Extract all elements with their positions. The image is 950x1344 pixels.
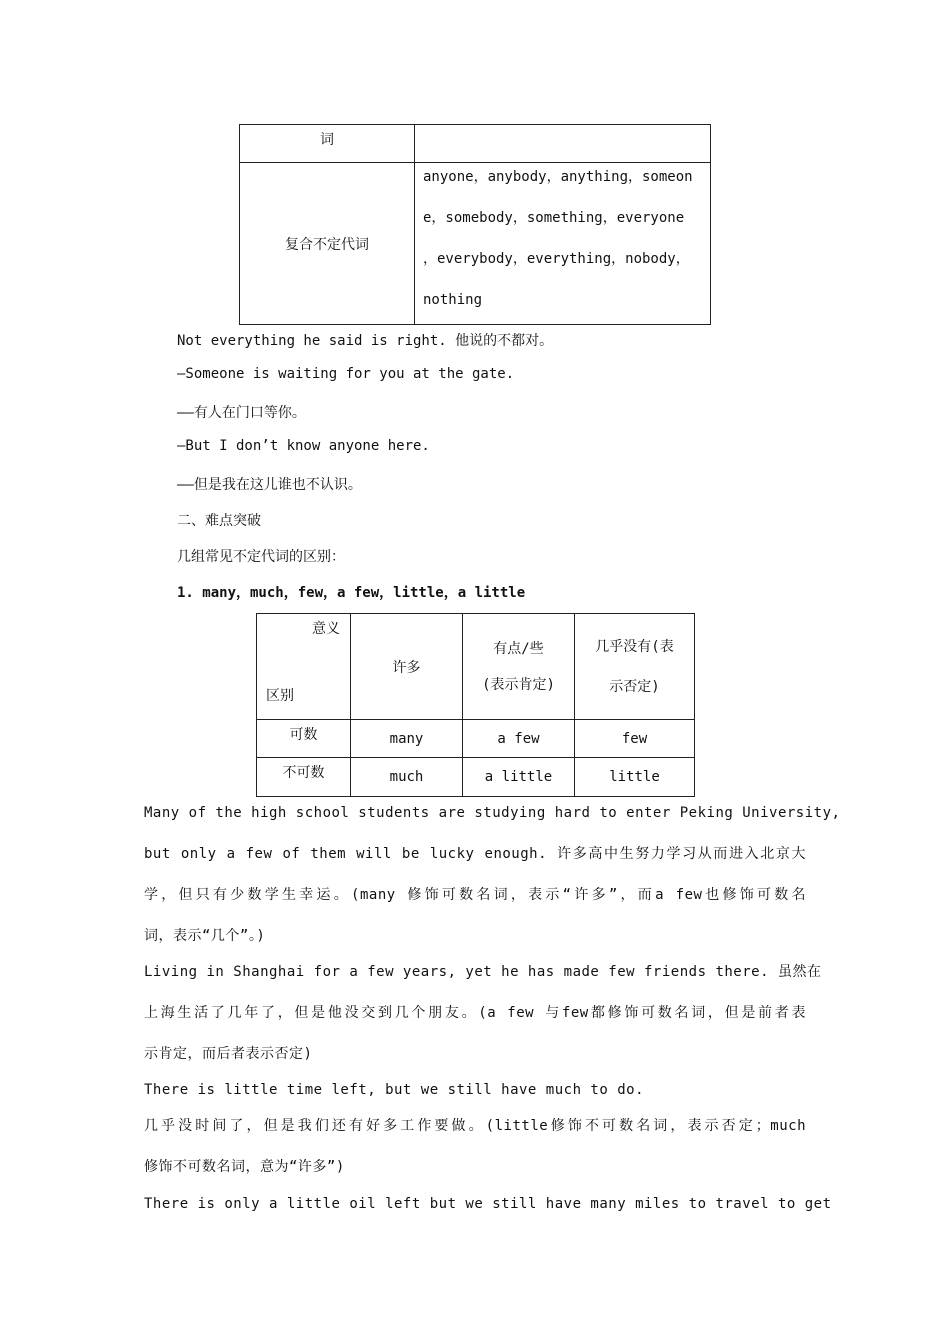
table2-header-many: 许多 <box>351 614 463 720</box>
paragraph-line: 学，但只有少数学生幸运。(many 修饰可数名词，表示“许多”，而a few也修饰可数名 <box>144 887 806 903</box>
example-paragraph <box>144 1193 832 1234</box>
paragraph-line: 词，表示“几个”。) <box>144 928 266 944</box>
section-intro: 几组常见不定代词的区别： <box>177 549 345 565</box>
table1-row1-value <box>415 163 711 325</box>
table2-header-few <box>575 614 695 720</box>
paragraph-line: 修饰不可数名词，意为“许多”) <box>144 1159 345 1175</box>
table2-cell: much <box>351 758 463 797</box>
table1-line: e，somebody，something，everyone <box>423 210 685 226</box>
example-line: —Someone is waiting for you at the gate. <box>177 366 515 382</box>
paragraph-line: There is only a little oil left but we still have many miles to travel to get <box>144 1196 832 1212</box>
paragraph-line: but only a few of them will be lucky enough. 许多高中生努力学习从而进入北京大 <box>144 846 806 862</box>
table1-line: nothing <box>423 292 483 308</box>
corner-category: 区别 <box>266 688 294 704</box>
compound-pronoun-table <box>239 124 711 325</box>
subsection-heading: 1. many，much，few，a few，little，a little <box>177 585 526 601</box>
header-line: 有点/些 <box>493 640 544 657</box>
paragraph-line: 上海生活了几年了，但是他没交到几个朋友。(a few 与few都修饰可数名词，但是前者表 <box>144 1005 806 1021</box>
header-line: (表示肯定) <box>482 676 555 693</box>
example-paragraph <box>144 802 841 961</box>
paragraph-line: 几乎没时间了，但是我们还有好多工作要做。(little修饰不可数名词，表示否定；much <box>144 1118 806 1134</box>
example-paragraph <box>144 961 822 1079</box>
paragraph-line: 示肯定，而后者表示否定) <box>144 1046 313 1062</box>
quantifier-table <box>256 613 695 797</box>
table1-line: ，everybody，everything，nobody， <box>423 251 690 267</box>
table2-cell: few <box>575 720 695 758</box>
header-line: 示否定) <box>609 678 660 695</box>
example-line: ——有人在门口等你。 <box>177 405 306 421</box>
table2-cell: a few <box>463 720 575 758</box>
example-line: ——但是我在这儿谁也不认识。 <box>177 477 362 493</box>
table2-cell: a little <box>463 758 575 797</box>
example-paragraph <box>144 1115 806 1192</box>
section-heading: 二、难点突破 <box>177 513 261 529</box>
table1-line: anyone，anybody，anything，someon <box>423 169 693 185</box>
table2-cell: many <box>351 720 463 758</box>
paragraph-line: Living in Shanghai for a few years, yet he has made few friends there. 虽然在 <box>144 964 822 980</box>
corner-meaning: 意义 <box>312 621 340 637</box>
table1-row1-label: 复合不定代词 <box>240 163 415 325</box>
example-line: Not everything he said is right. 他说的不都对。 <box>177 333 554 349</box>
paragraph-line: Many of the high school students are studying hard to enter Peking University, <box>144 805 841 821</box>
example-line: —But I don’t know anyone here. <box>177 438 430 454</box>
example-paragraph <box>144 1079 806 1115</box>
table2-corner <box>257 614 351 720</box>
table1-row0-label: 词 <box>240 125 415 163</box>
table2-row-label: 不可数 <box>257 758 351 797</box>
table2-row-label: 可数 <box>257 720 351 758</box>
table2-cell: little <box>575 758 695 797</box>
paragraph-line: There is little time left, but we still have much to do. <box>144 1082 645 1098</box>
header-line: 几乎没有(表 <box>595 638 674 655</box>
table2-header-some <box>463 614 575 720</box>
